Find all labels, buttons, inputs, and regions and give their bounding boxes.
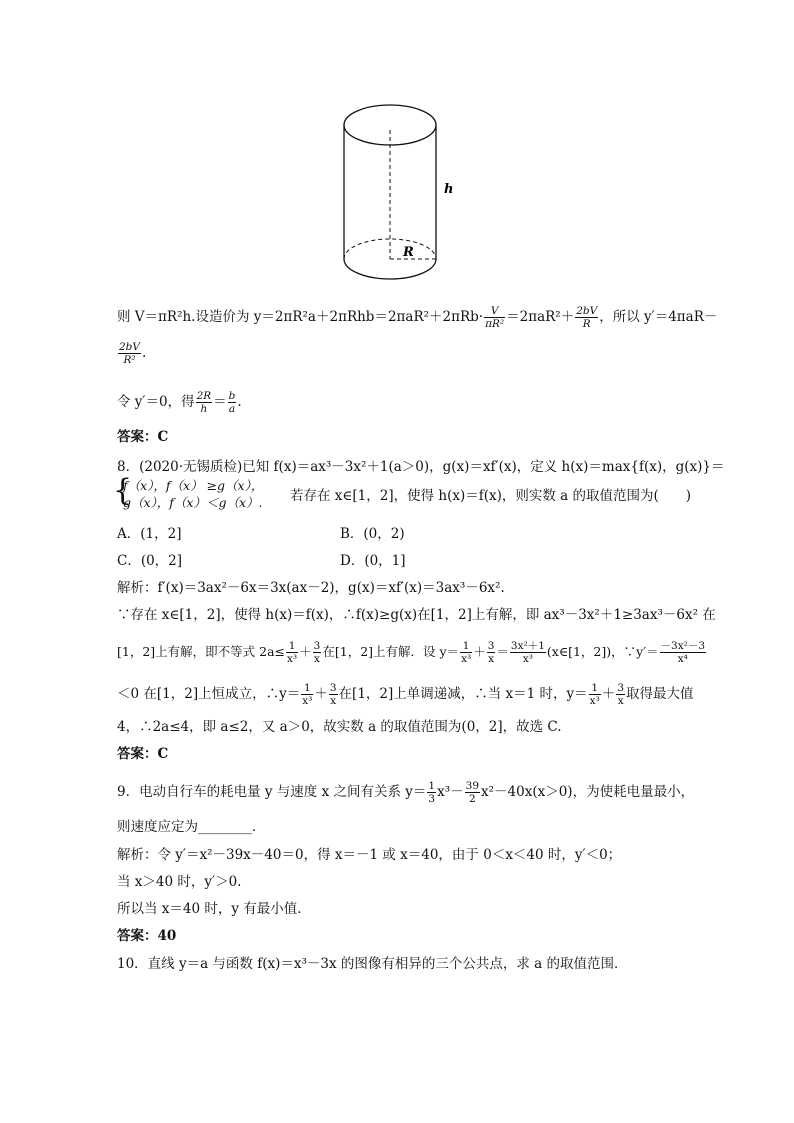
fraction: $\frac{39}{2}$ [465, 780, 480, 805]
option-d: D．(0，1] [340, 553, 406, 569]
radius-label: R [403, 245, 414, 260]
fraction: $\frac{3}{x}$ [617, 682, 624, 707]
fraction: $\frac{3}{x}$ [313, 640, 321, 665]
piecewise-brace: { [113, 473, 133, 508]
text-segment: 令 y′＝0，得 [117, 394, 195, 410]
solution-line-2: $\frac{2bV}{\text{R²}}$ . [119, 341, 147, 366]
answer-7: 答案：C [117, 429, 169, 445]
solution-8-line-4: ＜0 在[1，2]上恒成立，∴y＝ $\frac{1}{\text{x³}}$ ＋ $\frac{3}{x}$ 在[1，2]上单调递减，∴当 x＝1 时，y＝ $\frac{1}{\text{x³}}$ ＋ $\frac{3}{x}$ 取得最大值 [117, 682, 694, 707]
fraction: $\frac{\text{－3x²－3}}{\text{x⁴}}$ [660, 640, 706, 665]
fraction: $\frac{V}{\text{πR²}}$ [485, 305, 505, 330]
text-segment: ＝2πaR²＋ [506, 309, 575, 325]
fraction: $\frac{2bV}{\text{R²}}$ [119, 341, 140, 366]
fraction: $\frac{1}{\text{x³}}$ [302, 682, 313, 707]
question-9-line-1: 9．电动自行车的耗电量 y 与速度 x 之间有关系 y＝ $\frac{1}{3}$ x³－ $\frac{39}{2}$ x²－40x(x＞0)，为使耗电量最小， [117, 780, 695, 805]
question-8-line-2: 若存在 x∈[1，2]，使得 h(x)＝f(x)，则实数 a 的取值范围为( ) [290, 488, 692, 504]
fraction: $\frac{b}{a}$ [228, 390, 236, 415]
solution-9-line-1: 解析：令 y′＝x²－39x－40＝0，得 x＝－1 或 x＝40，由于 0＜x＜40 时，y′＜0； [117, 847, 622, 863]
fraction: $\frac{2R}{h}$ [196, 390, 212, 415]
question-10: 10．直线 y＝a 与函数 f(x)＝x³－3x 的图像有相异的三个公共点，求 a 的取值范围． [117, 956, 628, 972]
solution-9-line-2: 当 x＞40 时，y′＞0. [117, 874, 242, 890]
fraction: $\frac{1}{3}$ [428, 780, 436, 805]
option-c: C．(0，2] [117, 553, 183, 569]
fraction: $\frac{\text{3x²＋1}}{\text{x³}}$ [510, 640, 545, 665]
solution-8-line-3: [1，2]上有解，即不等式 2a≤ $\frac{1}{\text{x³}}$ ＋ $\frac{3}{x}$ 在[1，2]上有解．设 y＝ $\frac{1}{\text{x³}}$ ＋ $\frac{3}{x}$ ＝ $\frac{\text{3x²＋1}}{\text{x³}}$ (x∈[1，2])，∵y′＝ $\frac{\text{－3x²－3}}{\text{x⁴}}$ [117, 640, 706, 665]
fraction: $\frac{2bV}{R}$ [576, 305, 598, 330]
question-9-line-2: 则速度应定为________． [117, 819, 266, 835]
fraction: $\frac{1}{\text{x³}}$ [589, 682, 600, 707]
fraction: $\frac{1}{\text{x³}}$ [287, 640, 298, 665]
fraction: $\frac{3}{x}$ [329, 682, 337, 707]
piecewise-case-2: g（x），f（x）＜g（x）. [123, 495, 263, 510]
solution-9-line-3: 所以当 x＝40 时，y 有最小值． [117, 901, 311, 917]
question-8-line-1: 8．(2020·无锡质检)已知 f(x)＝ax³－3x²＋1(a＞0)，g(x)＝xf′(x)，定义 h(x)＝max{f(x)，g(x)}＝ [117, 459, 725, 475]
cylinder-figure [320, 92, 470, 297]
solution-8-line-1: 解析：f′(x)＝3ax²－6x＝3x(ax－2)，g(x)＝xf′(x)＝3ax³－6x². [117, 580, 505, 596]
text-segment: ，所以 y′＝4πaR－ [599, 309, 718, 325]
height-label: h [444, 182, 454, 197]
solution-line-1 [117, 305, 717, 330]
cylinder-bottom-front-arc [344, 259, 436, 279]
solution-8-line-2: ∵存在 x∈[1，2]，使得 h(x)＝f(x)，∴f(x)≥g(x)在[1，2]上有解，即 ax³－3x²＋1≥3ax³－6x² 在 [117, 607, 716, 623]
answer-8: 答案：C [117, 746, 169, 762]
solution-8-line-5: 4，∴2a≤4，即 a≤2，又 a＞0，故实数 a 的取值范围为(0，2]，故选 C. [117, 719, 562, 735]
option-a: A．(1，2] [117, 526, 182, 542]
solution-line-3: 令 y′＝0，得 $\frac{2R}{h}$ ＝ $\frac{b}{a}$ . [117, 390, 242, 415]
fraction: $\frac{1}{\text{x³}}$ [461, 640, 472, 665]
answer-9: 答案：40 [117, 928, 177, 944]
option-b: B．(0，2) [340, 526, 405, 542]
fraction: $\frac{3}{x}$ [487, 640, 495, 665]
text-segment: 则 V＝πR²h.设造价为 y＝2πR²a＋2πRhb＝2πaR²＋2πRb· [117, 309, 484, 325]
piecewise-case-1: f（x），f（x） ≥g（x）， [123, 478, 264, 493]
